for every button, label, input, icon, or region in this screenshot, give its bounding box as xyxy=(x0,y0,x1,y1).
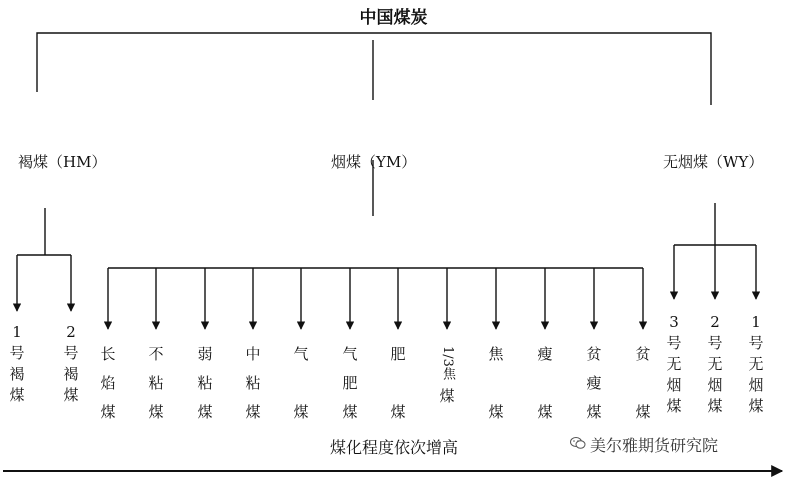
leaf-char: 贫 xyxy=(635,345,651,363)
leaf-char: 弱 xyxy=(197,345,213,363)
leaf-char: 号 xyxy=(707,334,723,352)
category-hm: 褐煤（HM） xyxy=(18,153,107,171)
leaf-char: 煤 xyxy=(748,397,764,415)
leaf-char: 煤 xyxy=(537,403,553,421)
leaf-label xyxy=(337,340,363,427)
leaf-char: 肥 xyxy=(342,374,358,392)
leaf-char: 瘦 xyxy=(537,345,553,363)
leaf-label xyxy=(743,312,769,417)
leaf-label xyxy=(143,340,169,427)
diagram-title: 中国煤炭 xyxy=(359,8,428,28)
leaf-char: 煤 xyxy=(586,403,602,421)
leaf-char: 褐 xyxy=(63,365,79,383)
leaf-char: 无 xyxy=(707,355,723,373)
leaf-char: 气 xyxy=(293,345,309,363)
leaf-char: 无 xyxy=(748,355,764,373)
leaf-char: 气 xyxy=(342,345,358,363)
leaf-char: 煤 xyxy=(148,403,164,421)
leaf-char: 无 xyxy=(666,355,682,373)
leaf-char xyxy=(532,369,558,398)
leaf-char: 瘦 xyxy=(586,374,602,392)
leaf-char: 烟 xyxy=(748,376,764,394)
leaf-char: 贫 xyxy=(586,345,602,363)
leaf-char: 号 xyxy=(666,334,682,352)
leaf-label xyxy=(661,312,687,417)
wechat-icon xyxy=(570,436,586,450)
leaf-char: 煤 xyxy=(707,397,723,415)
leaf-char: 煤 xyxy=(390,403,406,421)
leaf-char: 长 xyxy=(100,345,116,363)
leaf-char: 煤 xyxy=(635,403,651,421)
leaf-label xyxy=(483,340,509,427)
leaf-char: 号 xyxy=(748,334,764,352)
leaf-char: 煤 xyxy=(488,403,504,421)
category-ym: 烟煤（YM） xyxy=(331,153,417,171)
leaf-char: 煤 xyxy=(197,403,213,421)
leaf-char xyxy=(288,369,314,398)
leaf-char: 煤 xyxy=(666,397,682,415)
leaf-label xyxy=(532,340,558,427)
leaf-char: 中 xyxy=(245,345,261,363)
leaf-char: 1 xyxy=(751,313,761,331)
leaf-char: 煤 xyxy=(100,403,116,421)
leaf-char xyxy=(385,369,411,398)
root-bracket xyxy=(37,33,711,105)
leaf-label xyxy=(4,322,30,406)
leaf-char: 3 xyxy=(669,313,679,331)
leaf-label xyxy=(58,322,84,406)
leaf-label xyxy=(288,340,314,427)
leaf-char: 煤 xyxy=(439,387,455,405)
leaf-char: 煤 xyxy=(293,403,309,421)
watermark: 美尔雅期货研究院 xyxy=(590,436,719,455)
leaf-char: 粘 xyxy=(148,374,164,392)
leaf-char: 煤 xyxy=(342,403,358,421)
leaf-char: 粘 xyxy=(245,374,261,392)
leaf-char: 号 xyxy=(63,344,79,362)
leaf-char xyxy=(630,369,656,398)
leaf-char: 焦 xyxy=(488,345,504,363)
leaf-char: 煤 xyxy=(9,386,25,404)
leaf-label xyxy=(95,340,121,427)
leaf-char: 2 xyxy=(66,323,76,341)
leaf-char: 褐 xyxy=(9,365,25,383)
leaf-char: 焰 xyxy=(100,374,116,392)
leaf-char: 2 xyxy=(710,313,720,331)
leaf-char: 烟 xyxy=(666,376,682,394)
category-wy: 无烟煤（WY） xyxy=(663,153,764,171)
leaf-label xyxy=(630,340,656,427)
leaf-label xyxy=(385,340,411,427)
leaf-char: 烟 xyxy=(707,376,723,394)
caption: 煤化程度依次增高 xyxy=(330,438,459,457)
leaf-label xyxy=(240,340,266,427)
leaf-char: 煤 xyxy=(245,403,261,421)
leaf-char: 煤 xyxy=(63,386,79,404)
leaf-char: 1/3焦 xyxy=(440,346,455,380)
leaf-char: 粘 xyxy=(197,374,213,392)
leaf-char: 1 xyxy=(12,323,22,341)
leaf-char: 号 xyxy=(9,344,25,362)
leaf-label xyxy=(702,312,728,417)
leaf-char: 不 xyxy=(148,345,164,363)
leaf-char: 肥 xyxy=(390,345,406,363)
leaf-label xyxy=(581,340,607,427)
leaf-char xyxy=(483,369,509,398)
leaf-label xyxy=(192,340,218,427)
leaf-label xyxy=(434,340,460,407)
